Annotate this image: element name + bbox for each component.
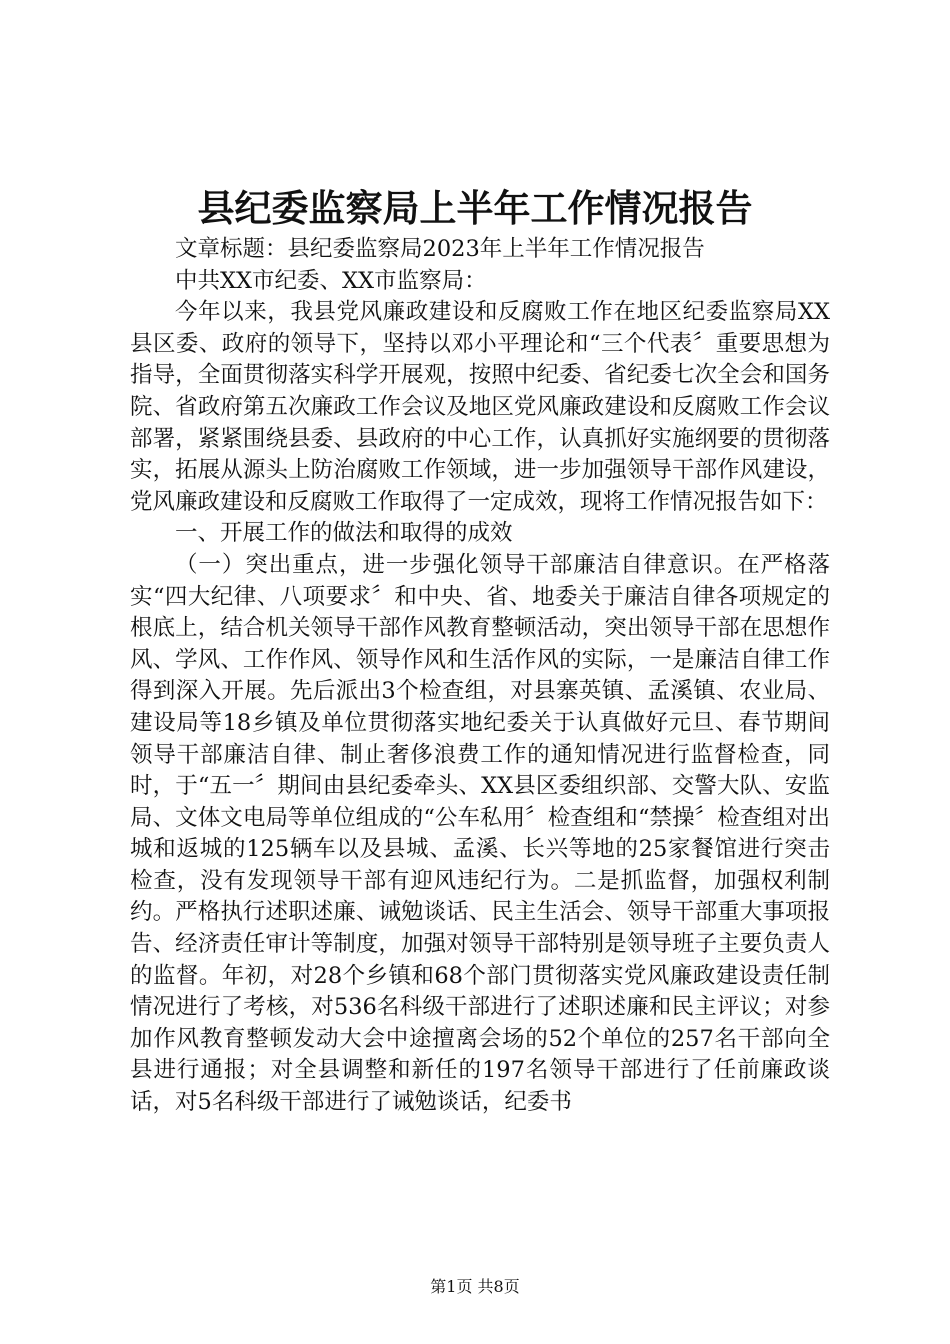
intro-paragraph: 今年以来，我县党风廉政建设和反腐败工作在地区纪委监察局XX县区委、政府的领导下，坚持以邓小平理论和“三个代表〞重要思想为指导，全面贯彻落实科学开展观，按照中纪委、省纪委七次全会和国务院、省政府第五次廉政工作会议及地区党风廉政建设和反腐败工作会议部署，紧紧围绕县委、县政府的中心工作，认真抓好实施纲要的贯彻落实，拓展从源头上防治腐败工作领域，进一步加强领导干部作风建设，党风廉政建设和反腐败工作取得了一定成效，现将工作情况报告如下： [130, 299, 830, 515]
section-heading: 一、开展工作的做法和取得的成效 [175, 520, 513, 547]
article-title-line: 文章标题：县纪委监察局2023年上半年工作情况报告 [175, 236, 705, 262]
document-body [130, 234, 830, 1119]
section-paragraph: （一）突出重点，进一步强化领导干部廉洁自律意识。在严格落实“四大纪律、八项要求〞和中央、省、地委关于廉洁自律各项规定的根底上，结合机关领导干部作风教育整顿活动，突出领导干部在思想作风、学风、工作作风、领导作风和生活作风的实际，一是廉洁自律工作得到深入开展。先后派出3个检查组，对县寨英镇、孟溪镇、农业局、建设局等18乡镇及单位贯彻落实地纪委关于认真做好元旦、春节期间领导干部廉洁自律、制止奢侈浪费工作的通知情况进行监督检查，同时，于“五一〞期间由县纪委牵头、XX县区委组织部、交警大队、安监局、文体文电局等单位组成的“公车私用〞检查组和“禁操〞检查组对出城和返城的125辆车以及县城、孟溪、长兴等地的25家餐馆进行突击检查，没有发现领导干部有迎风违纪行为。二是抓监督，加强权利制约。严格执行述职述廉、诫勉谈话、民主生活会、领导干部重大事项报告、经济责任审计等制度，加强对领导干部特别是领导班子主要负责人的监督。年初，对28个乡镇和68个部门贯彻落实党风廉政建设责任制情况进行了考核，对536名科级干部进行了述职述廉和民主评议；对参加作风教育整顿发动大会中途擅离会场的52个单位的257名干部向全县进行通报；对全县调整和新任的197名领导干部进行了任前廉政谈话，对5名科级干部进行了诫勉谈话，纪委书 [130, 551, 830, 1116]
document-title: 县纪委监察局上半年工作情况报告 [197, 186, 753, 230]
recipient-line: 中共XX市纪委、XX市监察局： [175, 267, 487, 294]
page-footer: 第1页 共8页 [430, 1277, 520, 1296]
